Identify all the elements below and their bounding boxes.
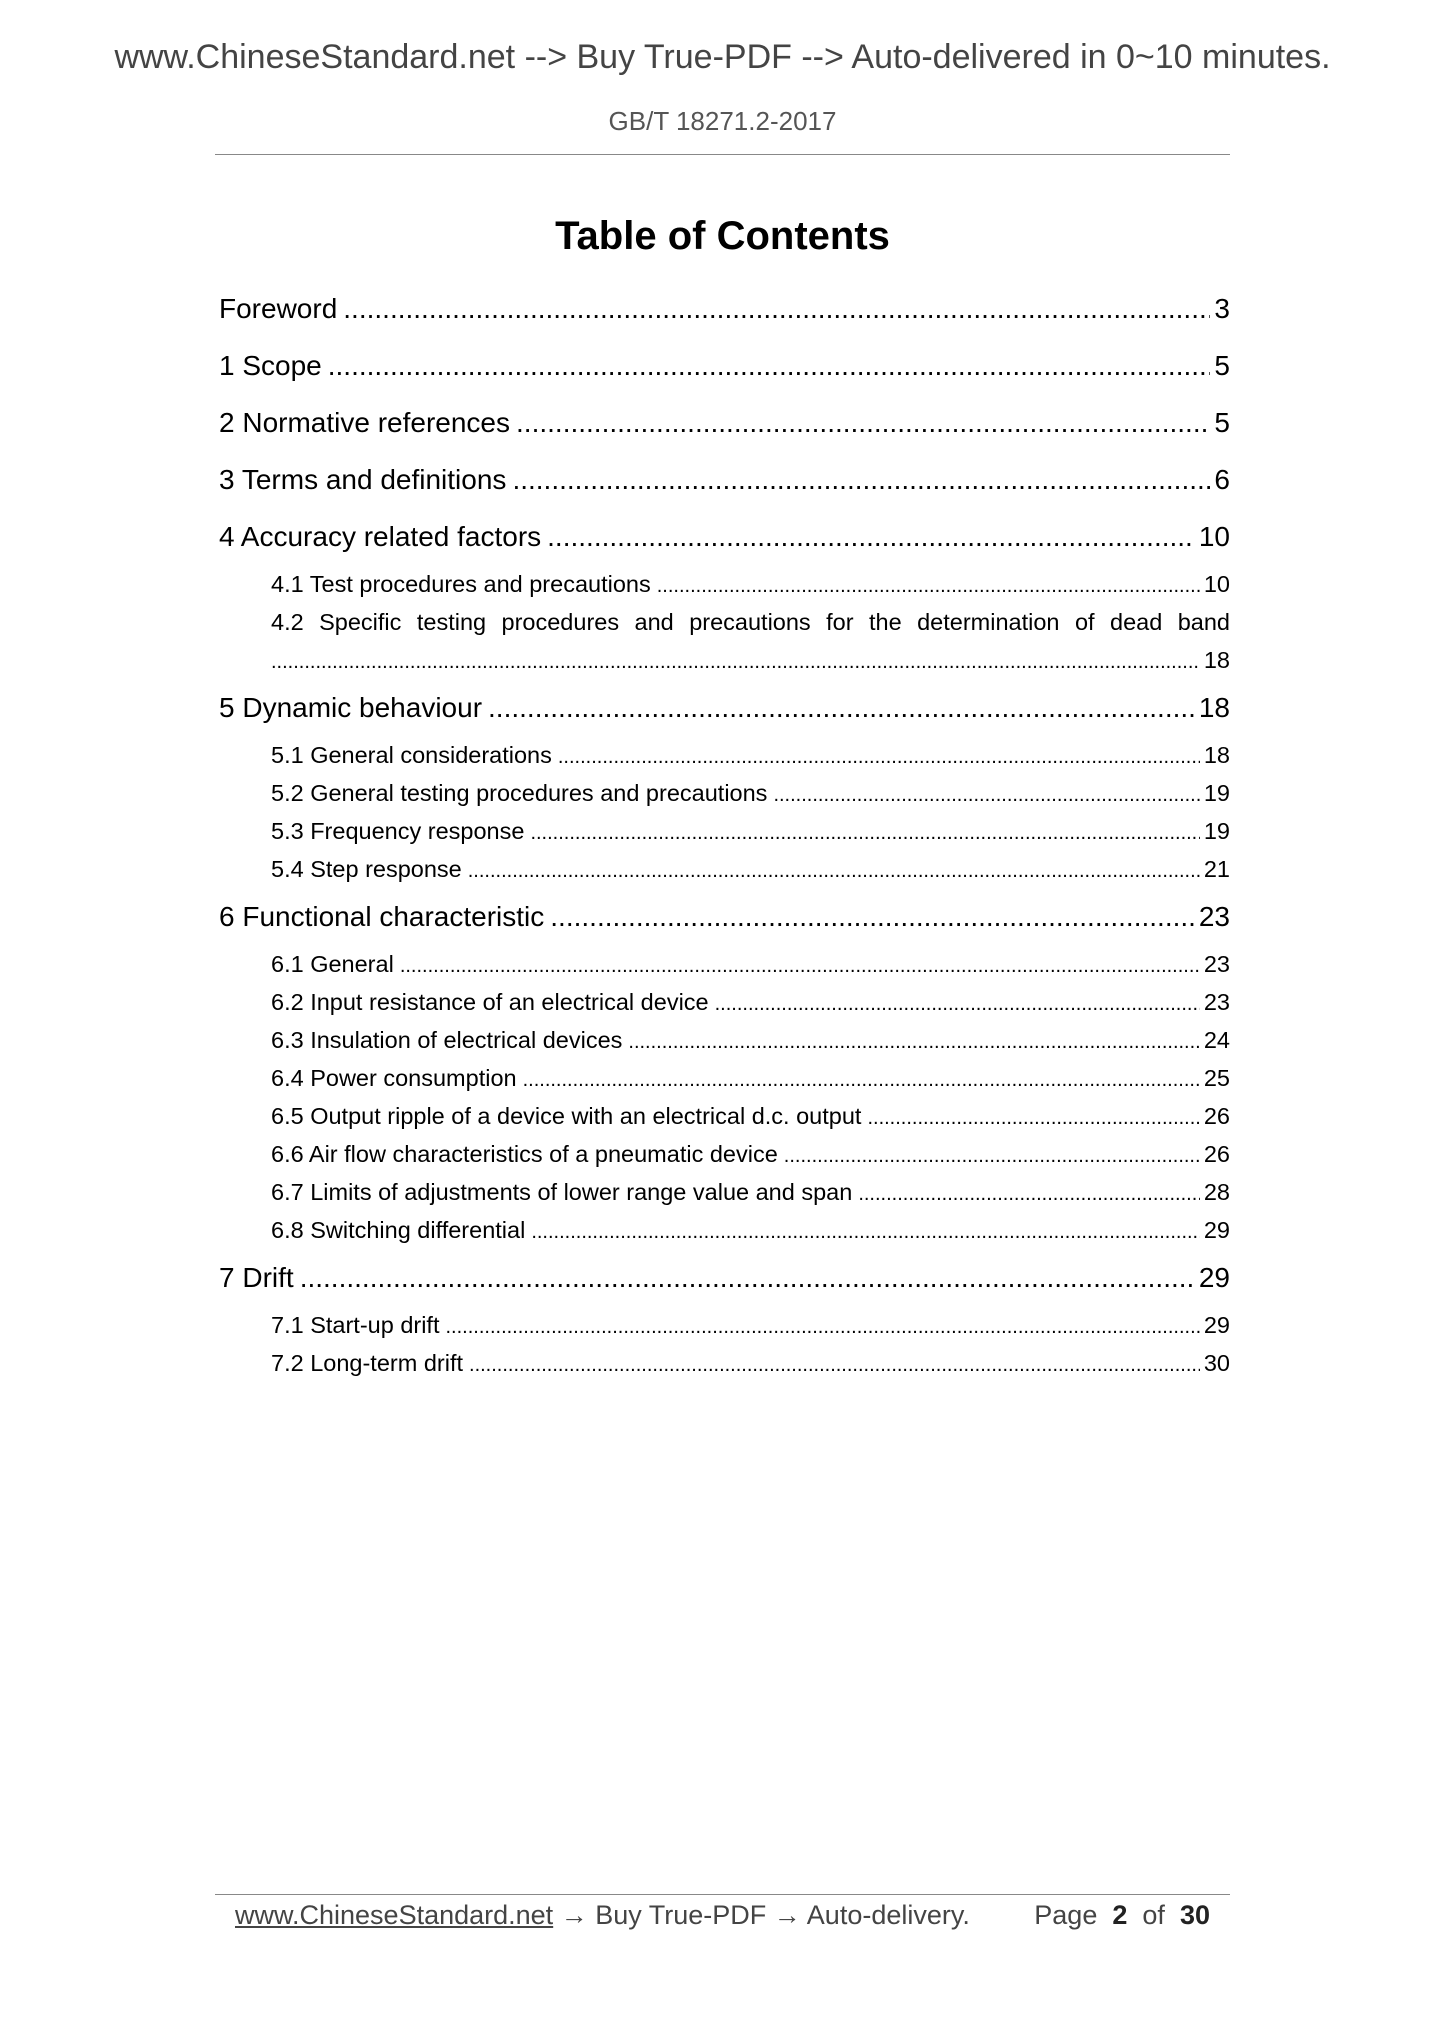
- toc-leader-dots: [858, 1175, 1200, 1213]
- toc-entry-7-2[interactable]: [219, 1344, 1230, 1382]
- toc-entry-page: 23: [1198, 901, 1230, 932]
- toc-entry-scope[interactable]: [219, 337, 1230, 394]
- toc-entry-page: 25: [1203, 1065, 1230, 1091]
- page-footer: [235, 1900, 1220, 1931]
- toc-entry-page: 24: [1203, 1027, 1230, 1053]
- document-number: GB/T 18271.2-2017: [608, 106, 837, 136]
- toc-entry-6-5[interactable]: [219, 1097, 1230, 1135]
- toc-entry-accuracy-factors[interactable]: [219, 508, 1230, 565]
- toc-leader-dots: [468, 852, 1200, 890]
- toc-entry-page: 19: [1203, 780, 1230, 806]
- toc-entry-foreword[interactable]: [219, 280, 1230, 337]
- footer-delivery-text: Auto-delivery.: [806, 1900, 970, 1930]
- toc-leader-dots: [628, 1023, 1199, 1061]
- toc-entry-page: 10: [1203, 571, 1230, 597]
- toc-entry-label: 5 Dynamic behaviour: [219, 692, 483, 723]
- footer-divider: [215, 1894, 1230, 1895]
- toc-entry-label: 7.1 Start-up drift: [271, 1312, 440, 1338]
- toc-entry-page: 18: [1203, 647, 1230, 673]
- toc-entry-label: 4.2 Specific testing procedures and precautions for the determination of dead band: [271, 609, 1230, 635]
- toc-entry-page: 6: [1214, 464, 1230, 495]
- toc-entry-label: Foreword: [219, 293, 338, 324]
- toc-entry-6-4[interactable]: [219, 1059, 1230, 1097]
- toc-leader-dots: [773, 776, 1199, 814]
- toc-entry-6-8[interactable]: [219, 1211, 1230, 1249]
- toc-entry-label: 6.2 Input resistance of an electrical device: [271, 989, 709, 1015]
- toc-entry-page: 18: [1198, 692, 1230, 723]
- arrow-right-icon: →: [560, 1900, 588, 1930]
- footer-buy-text: Buy True-PDF: [595, 1900, 767, 1930]
- toc-entry-label: 6.3 Insulation of electrical devices: [271, 1027, 623, 1053]
- toc-entry-functional-characteristic[interactable]: [219, 888, 1230, 945]
- toc-leader-dots: [531, 1213, 1200, 1251]
- of-word: of: [1142, 1900, 1165, 1930]
- current-page-number: 2: [1112, 1900, 1128, 1930]
- toc-entry-page: 26: [1203, 1141, 1230, 1167]
- toc-entry-page: 5: [1214, 350, 1230, 381]
- toc-leader-dots: [512, 451, 1210, 508]
- toc-entry-label: 6.1 General: [271, 951, 394, 977]
- table-of-contents: [219, 280, 1230, 1382]
- toc-entry-page: 19: [1203, 818, 1230, 844]
- toc-leader-dots: [469, 1346, 1200, 1384]
- toc-entry-label: 5.3 Frequency response: [271, 818, 525, 844]
- toc-entry-label: 2 Normative references: [219, 407, 511, 438]
- toc-entry-page: 23: [1203, 951, 1230, 977]
- toc-entry-page: 29: [1203, 1312, 1230, 1338]
- toc-leader-dots: [657, 567, 1200, 605]
- toc-entry-label: 4 Accuracy related factors: [219, 521, 542, 552]
- toc-entry-label: 5.1 General considerations: [271, 742, 552, 768]
- toc-entry-label: 6.4 Power consumption: [271, 1065, 517, 1091]
- toc-leader-dots: [558, 738, 1200, 776]
- toc-entry-page: 5: [1214, 407, 1230, 438]
- toc-leader-dots: [400, 947, 1200, 985]
- toc-entry-6-7[interactable]: [219, 1173, 1230, 1211]
- toc-entry-page: 30: [1203, 1350, 1230, 1376]
- page-title: Table of Contents: [555, 214, 890, 258]
- toc-entry-5-3[interactable]: [219, 812, 1230, 850]
- toc-entry-page: 29: [1198, 1262, 1230, 1293]
- toc-entry-label: 6.7 Limits of adjustments of lower range value and span: [271, 1179, 853, 1205]
- toc-leader-dots: [516, 394, 1210, 451]
- toc-leader-dots: [867, 1099, 1199, 1137]
- toc-entry-page: 28: [1203, 1179, 1230, 1205]
- toc-entry-label: 6.5 Output ripple of a device with an electrical d.c. output: [271, 1103, 862, 1129]
- header-divider: [215, 154, 1230, 155]
- toc-entry-label: 6.6 Air flow characteristics of a pneumatic device: [271, 1141, 778, 1167]
- toc-entry-drift[interactable]: [219, 1249, 1230, 1306]
- top-banner: www.ChineseStandard.net --> Buy True-PDF --> Auto-delivered in 0~10 minutes.: [114, 38, 1331, 76]
- toc-leader-dots: [300, 1249, 1195, 1306]
- page-word: Page: [1034, 1900, 1098, 1930]
- toc-entry-page: 26: [1203, 1103, 1230, 1129]
- toc-entry-page: 29: [1203, 1217, 1230, 1243]
- toc-entry-label: 5.4 Step response: [271, 856, 462, 882]
- toc-leader-dots: [715, 985, 1200, 1023]
- toc-entry-page: 21: [1203, 856, 1230, 882]
- toc-entry-page: 18: [1203, 742, 1230, 768]
- toc-entry-label: 7 Drift: [219, 1262, 294, 1293]
- toc-entry-dynamic-behaviour[interactable]: [219, 679, 1230, 736]
- toc-entry-normative-references[interactable]: [219, 394, 1230, 451]
- toc-entry-label: 3 Terms and definitions: [219, 464, 507, 495]
- toc-entry-label: 1 Scope: [219, 350, 322, 381]
- total-pages-number: 30: [1179, 1900, 1210, 1930]
- toc-leader-dots: [784, 1137, 1200, 1175]
- footer-site-link[interactable]: www.ChineseStandard.net: [235, 1900, 554, 1930]
- toc-entry-6-1[interactable]: [219, 945, 1230, 983]
- toc-entry-5-4[interactable]: [219, 850, 1230, 888]
- toc-entry-4-1[interactable]: [219, 565, 1230, 603]
- toc-leader-dots: [523, 1061, 1200, 1099]
- toc-leader-dots: [271, 643, 1200, 681]
- toc-entry-label: 4.1 Test procedures and precautions: [271, 571, 651, 597]
- toc-entry-label: 6.8 Switching differential: [271, 1217, 526, 1243]
- page-indicator: [1034, 1900, 1210, 1931]
- toc-leader-dots: [328, 337, 1211, 394]
- toc-entry-page: 3: [1214, 293, 1230, 324]
- toc-entry-6-6[interactable]: [219, 1135, 1230, 1173]
- toc-entry-terms-definitions[interactable]: [219, 451, 1230, 508]
- toc-entry-label: 5.2 General testing procedures and precautions: [271, 780, 768, 806]
- toc-leader-dots: [446, 1308, 1200, 1346]
- toc-leader-dots: [530, 814, 1199, 852]
- toc-entry-6-2[interactable]: [219, 983, 1230, 1021]
- toc-entry-label: 6 Functional characteristic: [219, 901, 545, 932]
- toc-entry-5-1[interactable]: [219, 736, 1230, 774]
- toc-entry-4-2[interactable]: [219, 603, 1230, 679]
- toc-leader-dots: [488, 679, 1195, 736]
- toc-entry-6-3[interactable]: [219, 1021, 1230, 1059]
- toc-entry-label: 7.2 Long-term drift: [271, 1350, 464, 1376]
- toc-entry-page: 23: [1203, 989, 1230, 1015]
- toc-leader-dots: [343, 280, 1210, 337]
- toc-entry-page: 10: [1198, 521, 1230, 552]
- toc-entry-5-2[interactable]: [219, 774, 1230, 812]
- toc-leader-dots: [550, 888, 1195, 945]
- toc-entry-7-1[interactable]: [219, 1306, 1230, 1344]
- arrow-right-icon: →: [773, 1900, 801, 1930]
- toc-leader-dots: [547, 508, 1195, 565]
